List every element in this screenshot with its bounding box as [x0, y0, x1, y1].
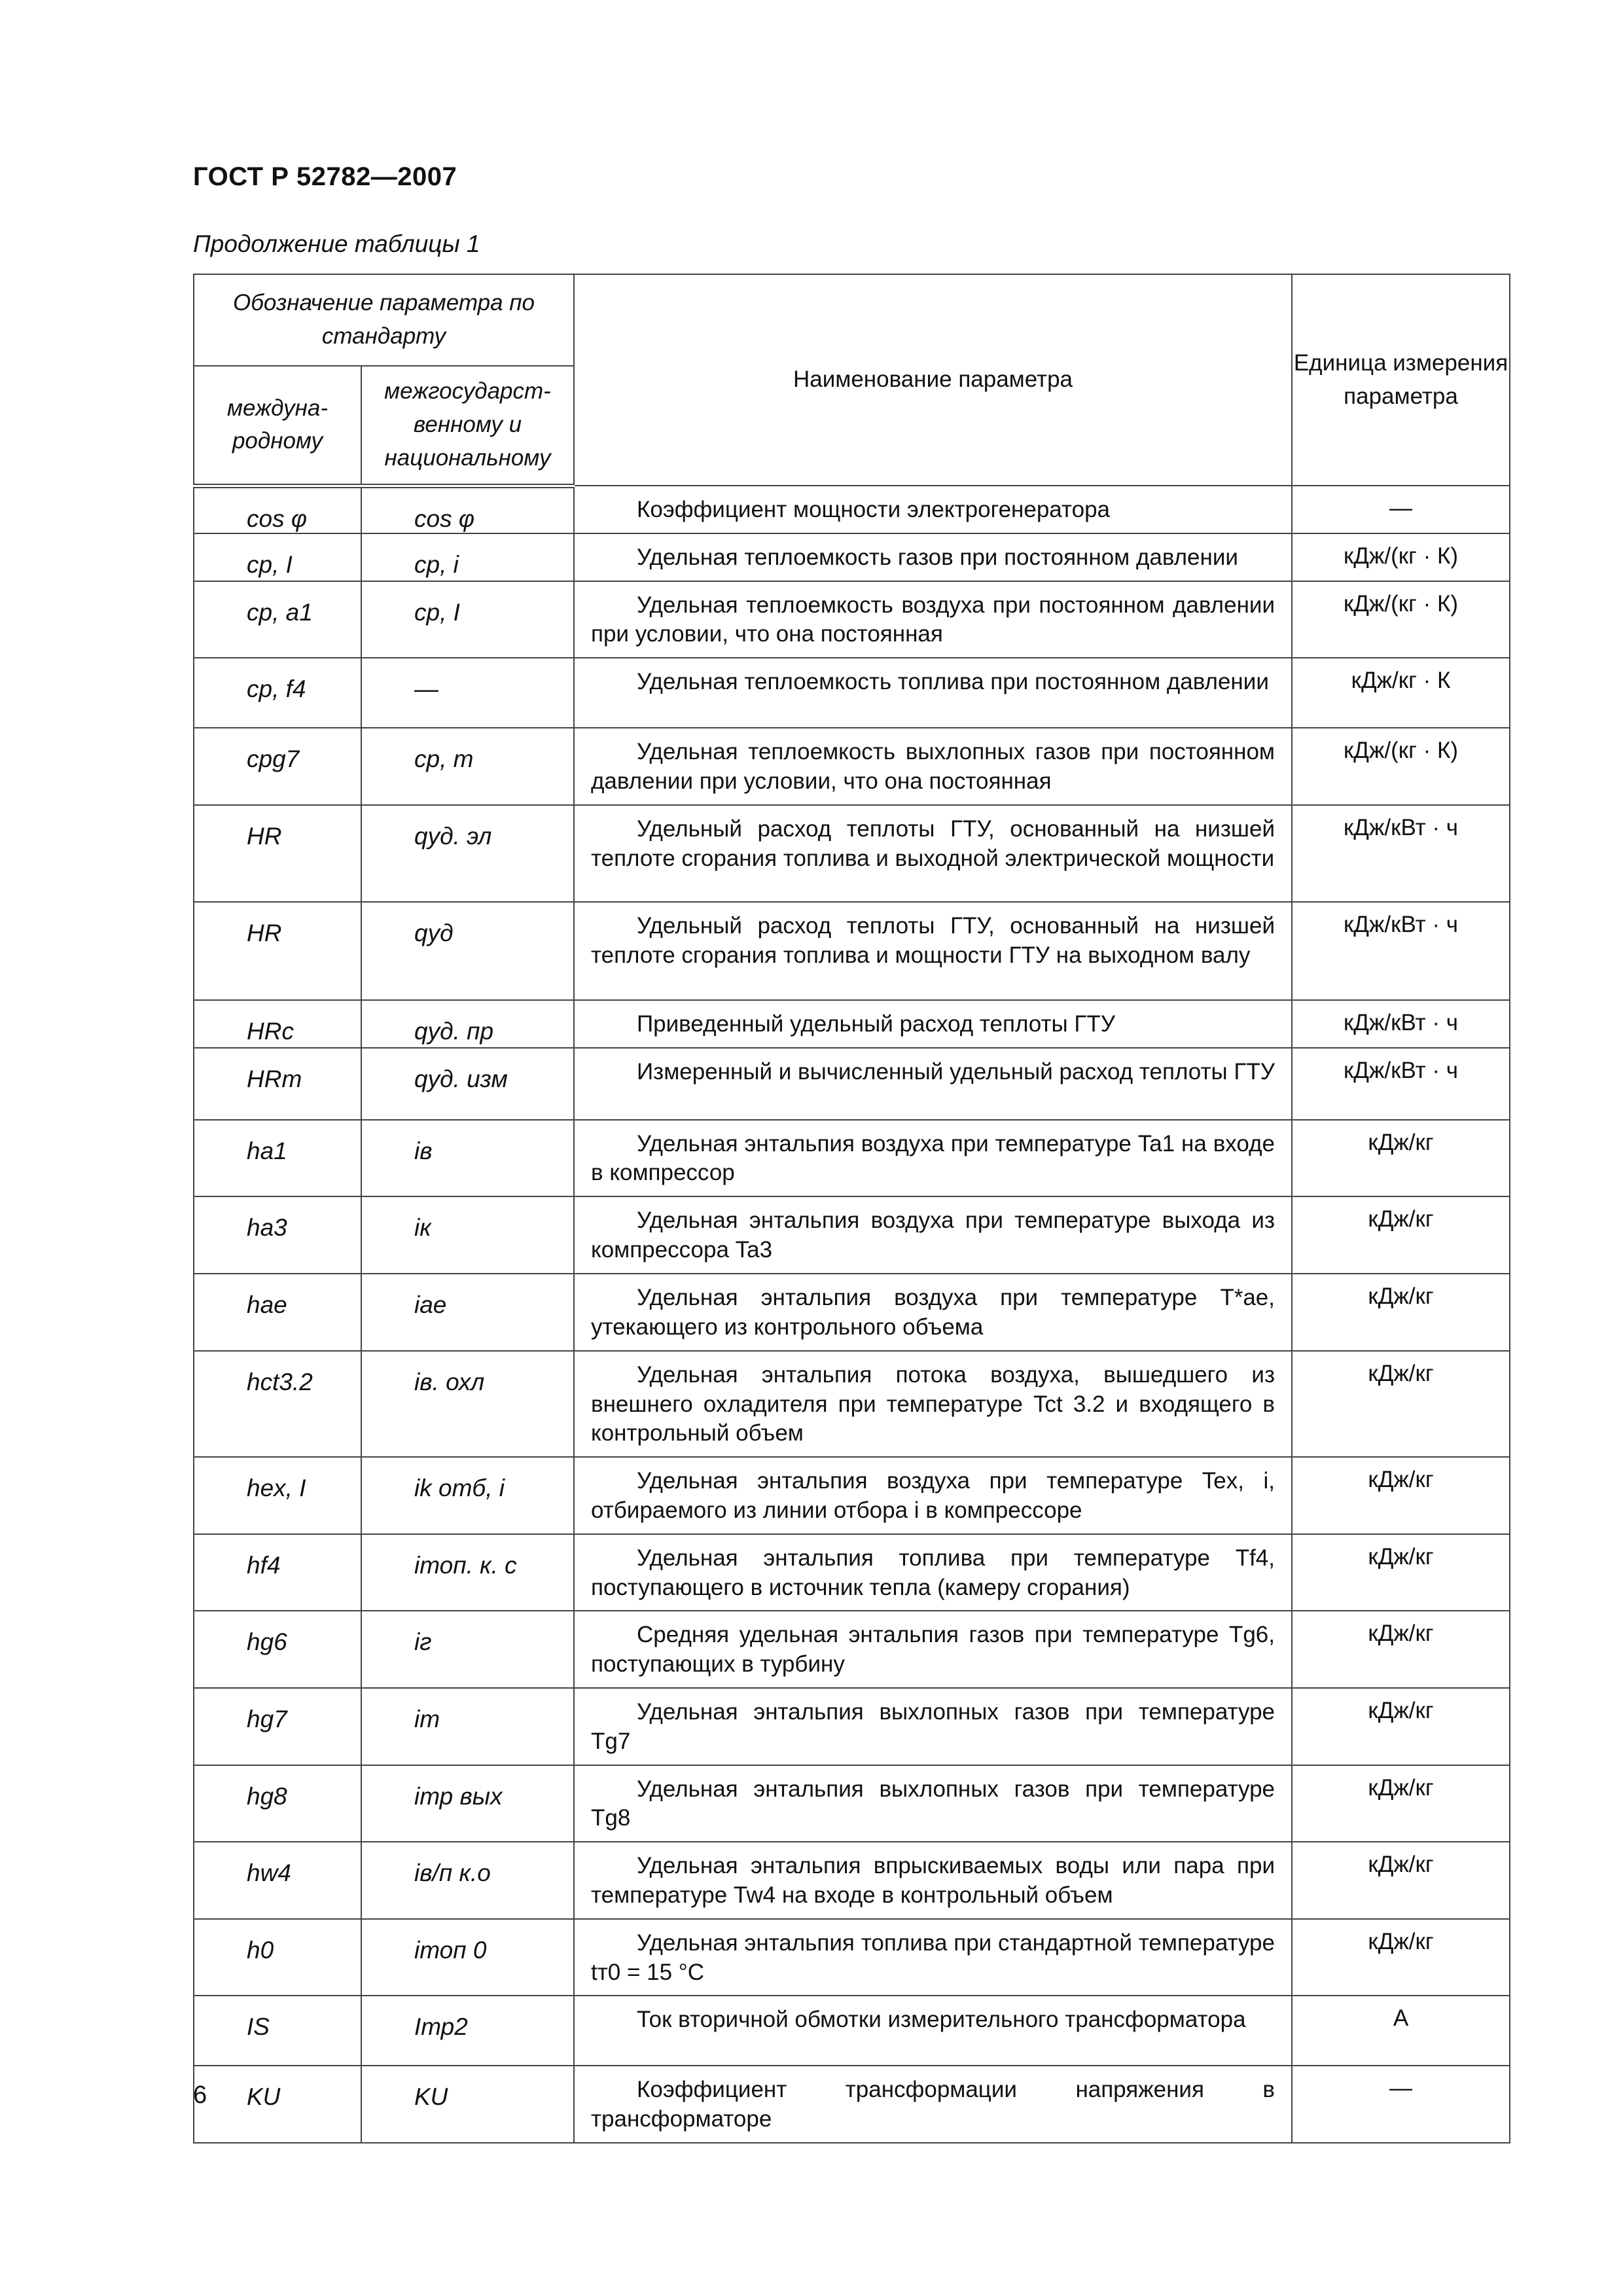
parameter-unit: кДж/кг: [1292, 1120, 1510, 1197]
parameter-unit: —: [1292, 486, 1510, 533]
symbol-national: qуд: [361, 902, 574, 1000]
table-row: [194, 533, 1510, 581]
parameter-unit: кДж/кВт · ч: [1292, 1048, 1510, 1120]
parameter-name: Удельная теплоемкость выхлопных газов при постоянном давлении при условии, что она постоянная: [574, 728, 1292, 805]
parameter-name: Удельная теплоемкость топлива при постоянном давлении: [574, 658, 1292, 728]
symbol-national: —: [361, 658, 574, 728]
parameter-unit: кДж/кг: [1292, 1457, 1510, 1534]
parameter-unit: кДж/кг: [1292, 1765, 1510, 1842]
parameter-unit: кДж/кг: [1292, 1842, 1510, 1919]
symbol-national: ik отб, i: [361, 1457, 574, 1534]
table-row: [194, 1048, 1510, 1120]
table-row: [194, 1120, 1510, 1197]
symbol-national: iг: [361, 1611, 574, 1688]
table-row: [194, 1196, 1510, 1274]
table-row: [194, 902, 1510, 1000]
table-row: [194, 805, 1510, 902]
table-row: [194, 581, 1510, 658]
table-row: [194, 658, 1510, 728]
symbol-national: cp, I: [361, 581, 574, 658]
table-row: [194, 1000, 1510, 1048]
table-row: [194, 1351, 1510, 1457]
table-row: [194, 1996, 1510, 2066]
table-row: [194, 1919, 1510, 1996]
table-row: [194, 486, 1510, 533]
table-row: [194, 1534, 1510, 1611]
parameter-name: Средняя удельная энтальпия газов при температуре Tg6, поступающих в турбину: [574, 1611, 1292, 1688]
parameter-name: Коэффициент трансформации напряжения в трансформаторе: [574, 2066, 1292, 2143]
parameter-name: Удельная теплоемкость газов при постоянном давлении: [574, 533, 1292, 581]
table-row: [194, 1457, 1510, 1534]
table-row: [194, 1274, 1510, 1351]
parameter-name: Удельный расход теплоты ГТУ, основанный на низшей теплоте сгорания топлива и выходной электрической мощности: [574, 805, 1292, 902]
symbol-national: iв/п к.о: [361, 1842, 574, 1919]
parameter-unit: кДж/кг: [1292, 1534, 1510, 1611]
parameter-unit: А: [1292, 1996, 1510, 2066]
parameter-name: Измеренный и вычисленный удельный расход теплоты ГТУ: [574, 1048, 1292, 1120]
table-row: [194, 1688, 1510, 1765]
symbol-international: hg7: [194, 1688, 361, 1765]
symbol-national: iтоп. к. с: [361, 1534, 574, 1611]
parameter-name: Удельная энтальпия выхлопных газов при температуре Tg7: [574, 1688, 1292, 1765]
symbol-international: cp, f4: [194, 658, 361, 728]
parameter-unit: кДж/(кг · К): [1292, 728, 1510, 805]
table-row: [194, 1842, 1510, 1919]
parameter-name: Удельная энтальпия топлива при температуре Tf4, поступающего в источник тепла (камеру сгорания): [574, 1534, 1292, 1611]
parameter-name: Удельная энтальпия воздуха при температуре Tex, i, отбираемого из линии отбора i в компрессоре: [574, 1457, 1292, 1534]
symbol-international: cp, a1: [194, 581, 361, 658]
parameter-unit: кДж/кг: [1292, 1351, 1510, 1457]
parameter-name: Удельная теплоемкость воздуха при постоянном давлении при условии, что она постоянная: [574, 581, 1292, 658]
symbol-national: iae: [361, 1274, 574, 1351]
parameter-unit: кДж/кг · К: [1292, 658, 1510, 728]
document-header: ГОСТ Р 52782—2007: [193, 162, 457, 191]
parameter-unit: кДж/кВт · ч: [1292, 902, 1510, 1000]
header-unit: Единица измерения параметра: [1292, 274, 1510, 486]
parameter-unit: кДж/кг: [1292, 1196, 1510, 1274]
parameter-name: Удельная энтальпия потока воздуха, вышедшего из внешнего охладителя при температуре Tct 3.2 и входящего в контрольный объем: [574, 1351, 1292, 1457]
symbol-international: hf4: [194, 1534, 361, 1611]
table-row: [194, 2066, 1510, 2143]
symbol-national: cp, т: [361, 728, 574, 805]
parameter-unit: —: [1292, 2066, 1510, 2143]
symbol-national: iт: [361, 1688, 574, 1765]
header-national: межгосударст-венному и национальному: [361, 366, 574, 486]
symbol-international: hw4: [194, 1842, 361, 1919]
symbol-international: h0: [194, 1919, 361, 1996]
symbol-international: hct3.2: [194, 1351, 361, 1457]
symbol-international: cp, I: [194, 533, 361, 581]
parameter-unit: кДж/(кг · К): [1292, 533, 1510, 581]
header-designation: Обозначение параметра по стандарту: [194, 274, 574, 366]
parameter-unit: кДж/(кг · К): [1292, 581, 1510, 658]
symbol-international: hg6: [194, 1611, 361, 1688]
parameter-name: Удельный расход теплоты ГТУ, основанный на низшей теплоте сгорания топлива и мощности ГТУ на выходном валу: [574, 902, 1292, 1000]
table-caption: Продолжение таблицы 1: [193, 230, 480, 257]
header-international: междуна-родному: [194, 366, 361, 486]
symbol-national: iв: [361, 1120, 574, 1197]
parameter-name: Удельная энтальпия воздуха при температуре T*ae, утекающего из контрольного объема: [574, 1274, 1292, 1351]
symbol-international: cpg7: [194, 728, 361, 805]
parameters-table: [193, 274, 1510, 2144]
table-row: [194, 1611, 1510, 1688]
parameter-name: Приведенный удельный расход теплоты ГТУ: [574, 1000, 1292, 1048]
symbol-national: cos φ: [361, 486, 574, 533]
symbol-national: qуд. пр: [361, 1000, 574, 1048]
parameter-name: Удельная энтальпия воздуха при температуре Ta1 на входе в компрессор: [574, 1120, 1292, 1197]
symbol-national: qуд. эл: [361, 805, 574, 902]
symbol-national: iтоп 0: [361, 1919, 574, 1996]
parameter-unit: кДж/кВт · ч: [1292, 1000, 1510, 1048]
parameter-unit: кДж/кг: [1292, 1919, 1510, 1996]
symbol-national: qуд. изм: [361, 1048, 574, 1120]
symbol-international: ha1: [194, 1120, 361, 1197]
header-parameter-name: Наименование параметра: [574, 274, 1292, 486]
symbol-international: HRc: [194, 1000, 361, 1048]
symbol-international: cos φ: [194, 486, 361, 533]
symbol-international: hae: [194, 1274, 361, 1351]
symbol-national: iв. охл: [361, 1351, 574, 1457]
table-row: [194, 728, 1510, 805]
parameter-unit: кДж/кг: [1292, 1688, 1510, 1765]
parameter-name: Удельная энтальпия выхлопных газов при температуре Tg8: [574, 1765, 1292, 1842]
parameter-name: Удельная энтальпия воздуха при температуре выхода из компрессора Ta3: [574, 1196, 1292, 1274]
symbol-international: IS: [194, 1996, 361, 2066]
parameter-name: Ток вторичной обмотки измерительного трансформатора: [574, 1996, 1292, 2066]
symbol-international: hex, I: [194, 1457, 361, 1534]
symbol-national: iтр вых: [361, 1765, 574, 1842]
symbol-international: ha3: [194, 1196, 361, 1274]
parameter-unit: кДж/кг: [1292, 1611, 1510, 1688]
symbol-international: HR: [194, 902, 361, 1000]
symbol-international: hg8: [194, 1765, 361, 1842]
symbol-national: cp, i: [361, 533, 574, 581]
parameter-name: Удельная энтальпия топлива при стандартной температуре tт0 = 15 °С: [574, 1919, 1292, 1996]
parameter-unit: кДж/кг: [1292, 1274, 1510, 1351]
parameter-name: Удельная энтальпия впрыскиваемых воды или пара при температуре Tw4 на входе в контрольный объем: [574, 1842, 1292, 1919]
page-number: 6: [193, 2081, 207, 2109]
symbol-international: KU: [194, 2066, 361, 2143]
symbol-international: HRm: [194, 1048, 361, 1120]
symbol-international: HR: [194, 805, 361, 902]
parameter-name: Коэффициент мощности электрогенератора: [574, 486, 1292, 533]
symbol-national: iк: [361, 1196, 574, 1274]
parameter-unit: кДж/кВт · ч: [1292, 805, 1510, 902]
symbol-national: KU: [361, 2066, 574, 2143]
table-row: [194, 1765, 1510, 1842]
symbol-national: Iтр2: [361, 1996, 574, 2066]
